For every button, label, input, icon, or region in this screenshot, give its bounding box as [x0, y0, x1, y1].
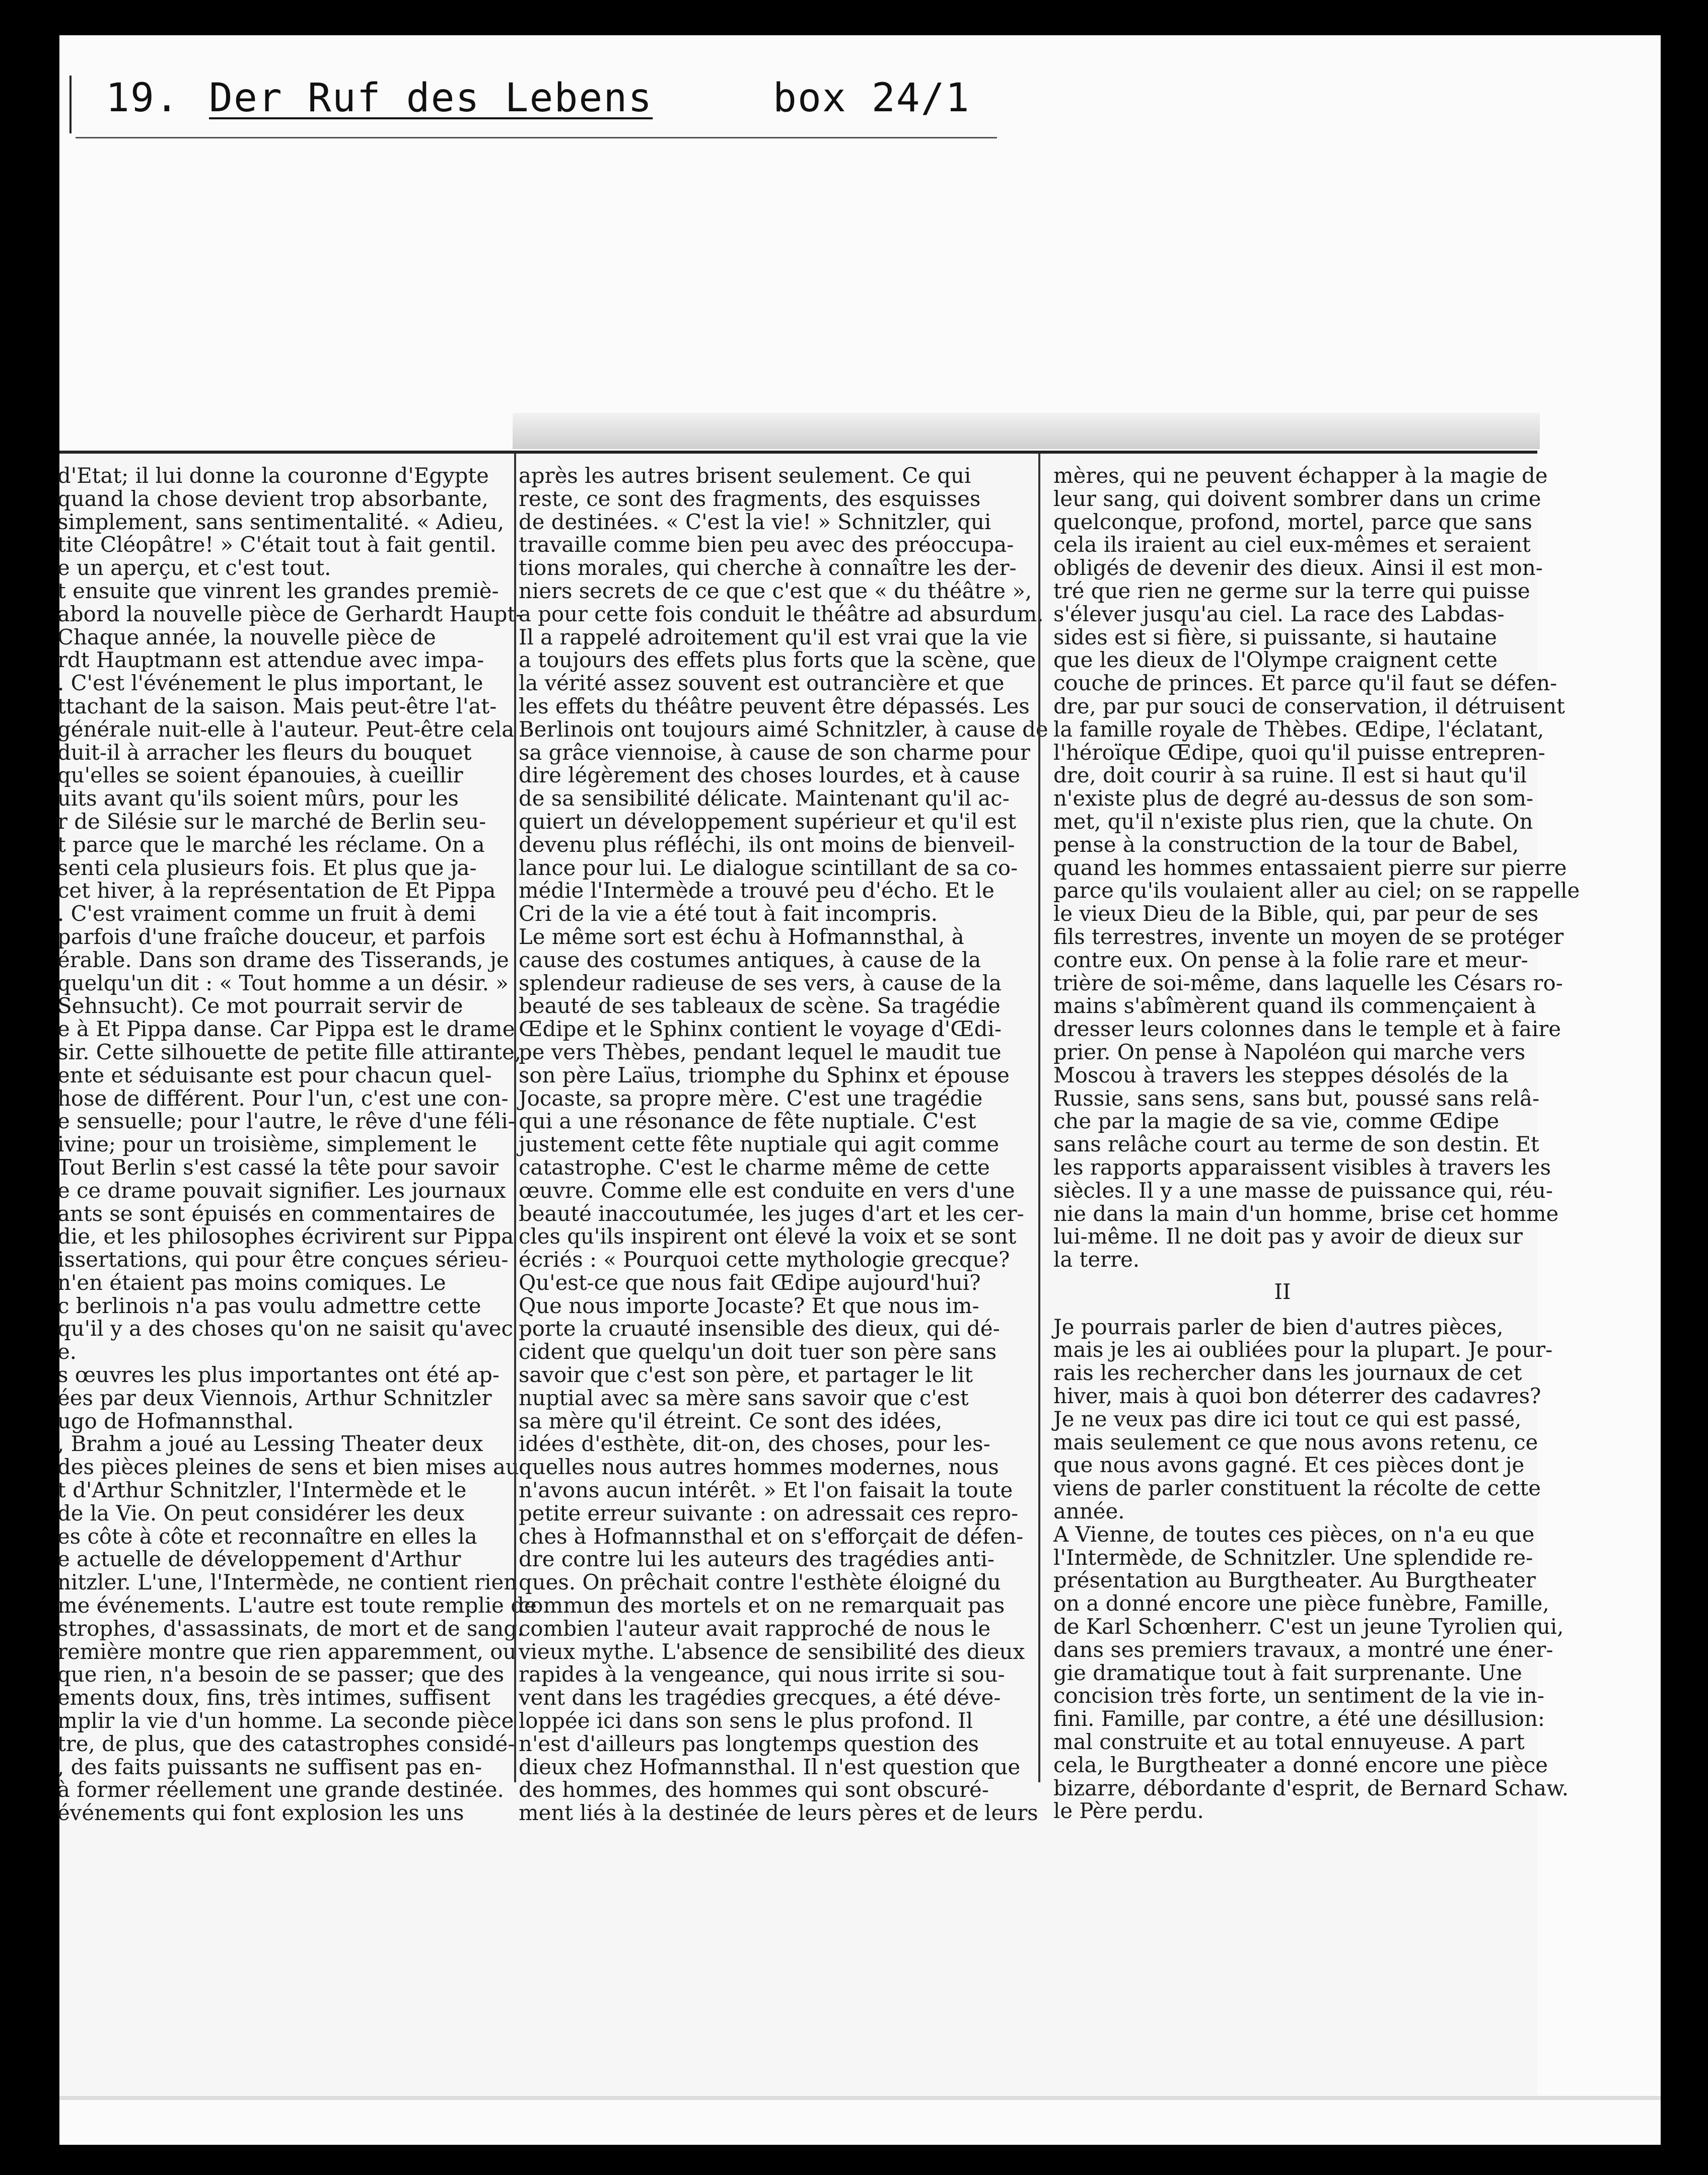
text-line: présentation au Burgtheater. Au Burgtheater [1053, 1568, 1536, 1593]
text-line: e ce drame pouvait signifier. Les journaux [57, 1178, 506, 1203]
text-line: met, qu'il n'existe plus rien, que la chute. On [1053, 809, 1533, 834]
text-line: les rapports apparaissent visibles à travers les [1053, 1154, 1551, 1180]
text-line: ches à Hofmannsthal et on s'efforçait de défen- [519, 1524, 1024, 1549]
text-line: nitzler. L'une, l'Intermède, ne contient rien [57, 1570, 518, 1595]
text-line: concision très forte, un sentiment de la vie in- [1053, 1683, 1544, 1708]
text-line: strophes, d'assassinats, de mort et de sang. [57, 1616, 524, 1641]
text-line: mplir la vie d'un homme. La seconde pièce [57, 1708, 514, 1733]
text-line: le Père perdu. [1053, 1798, 1204, 1824]
text-line: dre, par pur souci de conservation, il détruisent [1053, 693, 1565, 718]
text-line: cident que quelqu'un doit tuer son père sans [519, 1339, 997, 1364]
column-rule [1038, 453, 1040, 1782]
text-line: vieux mythe. L'absence de sensibilité des dieux [519, 1639, 1025, 1664]
text-line: e actuelle de développement d'Arthur [57, 1547, 461, 1572]
text-line: n'est d'ailleurs pas longtemps question des [519, 1731, 979, 1756]
text-line: idées d'esthète, dit-on, des choses, pour les- [519, 1431, 990, 1457]
text-line: mal construite et au total ennuyeuse. A part [1053, 1729, 1525, 1755]
text-line: générale nuit-elle à l'auteur. Peut-être cela [57, 716, 515, 742]
text-line: quiert un développement supérieur et qu'il est [519, 809, 1017, 834]
text-line: , Brahm a joué au Lessing Theater deux [57, 1431, 483, 1457]
text-line: combien l'auteur avait rapproché de nous le [519, 1616, 991, 1641]
text-line: écriés : « Pourquoi cette mythologie grecque? [519, 1247, 1010, 1272]
text-line: quand les hommes entassaient pierre sur pierre [1053, 855, 1567, 880]
text-line: nuptial avec sa mère sans savoir que c'est [519, 1385, 969, 1410]
text-line: remière montre que rien apparemment, ou [57, 1639, 517, 1664]
text-line: reste, ce sont des fragments, des esquisses [519, 486, 981, 511]
text-line: quelqu'un dit : « Tout homme a un désir. » [57, 970, 509, 995]
text-line: issertations, qui pour être conçues sérieu- [57, 1247, 509, 1272]
text-line: lui-même. Il ne doit pas y avoir de dieux sur [1053, 1224, 1523, 1249]
work-title: Der Ruf des Lebens [209, 76, 653, 121]
text-line: dresser leurs colonnes dans le temple et à faire [1053, 1017, 1561, 1042]
text-line: nie dans la main d'un homme, brise cet homme [1053, 1201, 1559, 1226]
text-line: tite Cléopâtre! » C'était tout à fait gentil. [57, 532, 496, 557]
text-line: Berlinois ont toujours aimé Schnitzler, à cause de [519, 716, 1048, 742]
text-line: die, et les philosophes écrivirent sur Pippa [57, 1224, 514, 1249]
text-line: quand la chose devient trop absorbante, [57, 486, 488, 511]
text-line: e un aperçu, et c'est tout. [57, 555, 331, 581]
text-line: a toujours des effets plus forts que la scène, que [519, 647, 1036, 673]
text-line: ttachant de la saison. Mais peut-être l'at- [57, 693, 497, 718]
text-line: ivine; pour un troisième, simplement le [57, 1132, 477, 1157]
text-line: n'existe plus de degré au-dessus de son som- [1053, 786, 1534, 811]
text-line: t parce que le marché les réclame. On a [57, 832, 485, 857]
text-line: quelles nous autres hommes modernes, nous [519, 1455, 999, 1480]
article-column-2 [519, 463, 1048, 1826]
text-line: Œdipe et le Sphinx contient le voyage d'Œdi- [519, 1017, 1002, 1042]
text-line: , des faits puissants ne suffisent pas en- [57, 1754, 482, 1779]
text-line: dire légèrement des choses lourdes, et à cause [519, 763, 1020, 788]
text-line: pense à la construction de la tour de Babel, [1053, 832, 1519, 857]
text-line: viens de parler constituent la récolte de cette [1053, 1476, 1541, 1501]
text-line: qu'il y a des choses qu'on ne saisit qu'avec [57, 1316, 513, 1341]
text-line: t ensuite que vinrent les grandes premiè- [57, 578, 499, 603]
box-label: box 24/1 [773, 76, 970, 121]
text-line: simplement, sans sentimentalité. « Adieu, [57, 509, 505, 534]
text-line: que nous avons gagné. Et ces pièces dont je [1053, 1453, 1525, 1478]
text-line: parfois d'une fraîche douceur, et parfois [57, 924, 486, 949]
text-line: c berlinois n'a pas voulu admettre cette [57, 1293, 481, 1318]
text-line: lance pour lui. Le dialogue scintillant de sa co- [519, 855, 1018, 880]
text-line: on a donné encore une pièce funèbre, Famille, [1053, 1591, 1549, 1616]
text-line: qu'elles se soient épanouies, à cueillir [57, 763, 463, 788]
text-line: ants se sont épuisés en commentaires de [57, 1201, 495, 1226]
text-line: dans ses premiers travaux, a montré une éner- [1053, 1637, 1553, 1662]
text-line: quelconque, profond, mortel, parce que sans [1053, 509, 1532, 534]
text-line: sa grâce viennoise, à cause de son charme pour [519, 740, 1030, 765]
text-line: parce qu'ils voulaient aller au ciel; on se rappelle [1053, 878, 1580, 903]
text-line: sa mère qu'il étreint. Ce sont des idées, [519, 1408, 943, 1433]
text-line: que rien, n'a besoin de se passer; que des [57, 1662, 505, 1687]
text-line: rapides à la vengeance, qui nous irrite si sou- [519, 1662, 1005, 1687]
text-line: mais seulement ce que nous avons retenu, ce [1053, 1429, 1538, 1455]
text-line: le vieux Dieu de la Bible, qui, par peur de ses [1053, 901, 1539, 926]
text-line: de sa sensibilité délicate. Maintenant qu'il ac- [519, 786, 1010, 811]
text-line: Je ne veux pas dire ici tout ce qui est passé, [1053, 1406, 1522, 1431]
text-line: tré que rien ne germe sur la terre qui puisse [1053, 578, 1530, 603]
text-line: justement cette fête nuptiale qui agit comme [519, 1132, 1000, 1157]
text-line: petite erreur suivante : on adressait ces repro- [519, 1500, 1019, 1526]
sheet-bottom-edge [59, 2096, 1661, 2100]
text-line: splendeur radieuse de ses vers, à cause de la [519, 970, 1002, 995]
text-line: niers secrets de ce que c'est que « du théâtre », [519, 578, 1032, 603]
text-line: cet hiver, à la représentation de Et Pippa [57, 878, 496, 903]
column-rule [514, 453, 516, 1782]
text-line: n'en étaient pas moins comiques. Le [57, 1270, 446, 1295]
text-line: médie l'Intermède a trouvé peu d'écho. Et le [519, 878, 994, 903]
text-line: ment liés à la destinée de leurs pères et de leurs [519, 1800, 1038, 1826]
text-line: senti cela plusieurs fois. Et plus que ja- [57, 855, 477, 880]
text-line: tions morales, qui cherche à connaître les der- [519, 555, 1017, 581]
text-line: mains s'abîmèrent quand ils commençaient à [1053, 993, 1536, 1019]
text-line: Moscou à travers les steppes désolés de la [1053, 1062, 1509, 1088]
text-line: de la Vie. On peut considérer les deux [57, 1500, 465, 1526]
text-line: Le même sort est échu à Hofmannsthal, à [519, 924, 964, 949]
text-line: Il a rappelé adroitement qu'il est vrai que la vie [519, 624, 1028, 649]
text-line: cause des costumes antiques, à cause de la [519, 947, 981, 972]
text-line: fils terrestres, invente un moyen de se protéger [1053, 924, 1564, 949]
text-line: r de Silésie sur le marché de Berlin seu- [57, 809, 486, 834]
header-rule [76, 137, 997, 138]
text-line: l'héroïque Œdipe, quoi qu'il puisse entrepren- [1053, 740, 1545, 765]
text-line: dre contre lui les auteurs des tragédies anti- [519, 1547, 994, 1572]
text-line: obligés de devenir des dieux. Ainsi il est mon- [1053, 555, 1543, 581]
text-line: loppée ici dans son sens le plus profond. Il [519, 1708, 973, 1733]
text-line: leur sang, qui doivent sombrer dans un crime [1053, 486, 1541, 511]
text-line: érable. Dans son drame des Tisserands, je [57, 947, 509, 972]
article-column-3 [1053, 463, 1580, 1824]
text-line: . C'est vraiment comme un fruit à demi [57, 901, 476, 926]
text-line: dre, doit courir à sa ruine. Il est si haut qu'il [1053, 763, 1527, 788]
text-line: contre eux. On pense à la folie rare et meur- [1053, 947, 1528, 972]
text-line: de Karl Schœnherr. C'est un jeune Tyrolien qui, [1053, 1614, 1564, 1639]
text-line: ements doux, fins, très intimes, suffisent [57, 1685, 490, 1710]
text-line: la terre. [1053, 1247, 1140, 1272]
text-line: des pièces pleines de sens et bien mises au [57, 1455, 519, 1480]
text-line: pe vers Thèbes, pendant lequel le maudit tue [519, 1039, 1002, 1064]
text-line: travaille comme bien peu avec des préoccupa- [519, 532, 1014, 557]
text-line: e. [57, 1339, 77, 1364]
text-line: Cri de la vie a été tout à fait incompris. [519, 901, 938, 926]
text-line: duit-il à arracher les fleurs du bouquet [57, 740, 472, 765]
text-line: son père Laïus, triomphe du Sphinx et épouse [519, 1062, 1010, 1088]
text-line: Que nous importe Jocaste? Et que nous im- [519, 1293, 979, 1318]
text-line: siècles. Il y a une masse de puissance qui, réu- [1053, 1178, 1553, 1203]
margin-mark [69, 76, 72, 133]
text-line: la vérité assez souvent est outrancière et que [519, 671, 1005, 696]
text-line: ques. On prêchait contre l'esthète éloigné du [519, 1570, 1001, 1595]
text-line: t d'Arthur Schnitzler, l'Intermède et le [57, 1478, 467, 1503]
text-line: qui a une résonance de fête nuptiale. C'est [519, 1109, 976, 1134]
text-line: n'avons aucun intérêt. » Et l'on faisait la toute [519, 1478, 1013, 1503]
text-line: à former réellement une grande destinée. [57, 1777, 504, 1802]
text-line: sans relâche court au terme de son destin. Et [1053, 1132, 1539, 1157]
text-line: Qu'est-ce que nous fait Œdipe aujourd'hui? [519, 1270, 981, 1295]
text-line: année. [1053, 1499, 1125, 1524]
text-line: événements qui font explosion les uns [57, 1800, 464, 1826]
text-line: bizarre, débordante d'esprit, de Bernard Schaw. [1053, 1775, 1569, 1800]
text-line: abord la nouvelle pièce de Gerhardt Haupt- [57, 601, 523, 626]
text-line: commun des mortels et on ne remarquait pas [519, 1593, 1005, 1618]
text-line: après les autres brisent seulement. Ce qui [519, 463, 971, 488]
text-line: l'Intermède, de Schnitzler. Une splendide re- [1053, 1545, 1533, 1570]
text-line: a pour cette fois conduit le théâtre ad absurdum. [519, 601, 1044, 626]
text-line: cela ils iraient au ciel eux-mêmes et seraient [1053, 532, 1531, 557]
article-column-1 [57, 463, 537, 1826]
text-line: e sensuelle; pour l'autre, le rêve d'une féli- [57, 1109, 515, 1134]
text-line: vent dans les tragédies grecques, a été déve- [519, 1685, 1001, 1710]
text-line: ées par deux Viennois, Arthur Schnitzler [57, 1385, 492, 1410]
text-line: s'élever jusqu'au ciel. La race des Labdas- [1053, 601, 1505, 626]
text-line: Jocaste, sa propre mère. C'est une tragédie [519, 1085, 983, 1111]
text-line: devenu plus réfléchi, ils ont moins de bienveil- [519, 832, 1015, 857]
text-line: mères, qui ne peuvent échapper à la magie de [1053, 463, 1548, 488]
text-line: Sehnsucht). Ce mot pourrait servir de [57, 993, 463, 1019]
text-line: mais je les ai oubliées pour la plupart. Je pour- [1053, 1337, 1553, 1362]
text-line: Je pourrais parler de bien d'autres pièces, [1053, 1314, 1504, 1339]
text-line: gie dramatique tout à fait surprenante. Une [1053, 1660, 1522, 1685]
text-line: des hommes, des hommes qui sont obscuré- [519, 1777, 989, 1802]
text-line: Chaque année, la nouvelle pièce de [57, 624, 436, 649]
text-line: e à Et Pippa danse. Car Pippa est le drame [57, 1017, 515, 1042]
text-line: fini. Famille, par contre, a été une désillusion: [1053, 1706, 1545, 1731]
text-line: dieux chez Hofmannsthal. Il n'est question que [519, 1754, 1021, 1779]
text-line: beauté inaccoutumée, les juges d'art et les cer- [519, 1201, 1024, 1226]
text-line: me événements. L'autre est toute remplie de [57, 1593, 537, 1618]
text-line: sides est si fière, si puissante, si hautaine [1053, 624, 1497, 649]
text-line: prier. On pense à Napoléon qui marche vers [1053, 1039, 1526, 1064]
text-line: les effets du théâtre peuvent être dépassés. Les [519, 693, 1030, 718]
section-numeral: II [1274, 1279, 1291, 1304]
text-line: s œuvres les plus importantes ont été ap- [57, 1362, 500, 1388]
text-line: sir. Cette silhouette de petite fille attirante, [57, 1039, 522, 1064]
text-line: cela, le Burgtheater a donné encore une pièce [1053, 1752, 1548, 1777]
archive-header [76, 76, 1032, 141]
text-line: ente et séduisante est pour chacun quel- [57, 1062, 492, 1088]
text-line: trière de soi-même, dans laquelle les Césars ro- [1053, 970, 1563, 995]
text-line: rais les rechercher dans les journaux de cet [1053, 1360, 1522, 1386]
text-line: es côte à côte et reconnaître en elles la [57, 1524, 477, 1549]
text-line: porte la cruauté insensible des dieux, qui dé- [519, 1316, 1000, 1341]
text-line: uits avant qu'ils soient mûrs, pour les [57, 786, 459, 811]
clipping-fold-shadow [513, 413, 1540, 449]
text-line: hiver, mais à quoi bon déterrer des cadavres? [1053, 1384, 1541, 1409]
text-line: couche de princes. Et parce qu'il faut se défen- [1053, 671, 1557, 696]
text-line: de destinées. « C'est la vie! » Schnitzler, qui [519, 509, 991, 534]
text-line: savoir que c'est son père, et partager le lit [519, 1362, 973, 1388]
text-line: hose de différent. Pour l'un, c'est une con- [57, 1085, 509, 1111]
text-line: A Vienne, de toutes ces pièces, on n'a eu que [1053, 1521, 1535, 1547]
text-line: cles qu'ils inspirent ont élevé la voix et se sont [519, 1224, 1017, 1249]
text-line: catastrophe. C'est le charme même de cette [519, 1154, 990, 1180]
text-line: Russie, sans sens, sans but, poussé sans relâ- [1053, 1085, 1540, 1111]
item-number: 19. [106, 76, 180, 121]
text-line: tre, de plus, que des catastrophes considé- [57, 1731, 515, 1756]
text-line: ugo de Hofmannsthal. [57, 1408, 294, 1433]
text-line: d'Etat; il lui donne la couronne d'Egypte [57, 463, 489, 488]
text-line: che par la magie de sa vie, comme Œdipe [1053, 1109, 1500, 1134]
text-line: œuvre. Comme elle est conduite en vers d'une [519, 1178, 1015, 1203]
text-line: rdt Hauptmann est attendue avec impa- [57, 647, 484, 673]
text-line: que les dieux de l'Olympe craignent cette [1053, 647, 1498, 673]
text-line: . C'est l'événement le plus important, le [57, 671, 483, 696]
text-line: Tout Berlin s'est cassé la tête pour savoir [57, 1154, 499, 1180]
text-line: beauté de ses tableaux de scène. Sa tragédie [519, 993, 1001, 1019]
text-line: la famille royale de Thèbes. Œdipe, l'éclatant, [1053, 716, 1544, 742]
